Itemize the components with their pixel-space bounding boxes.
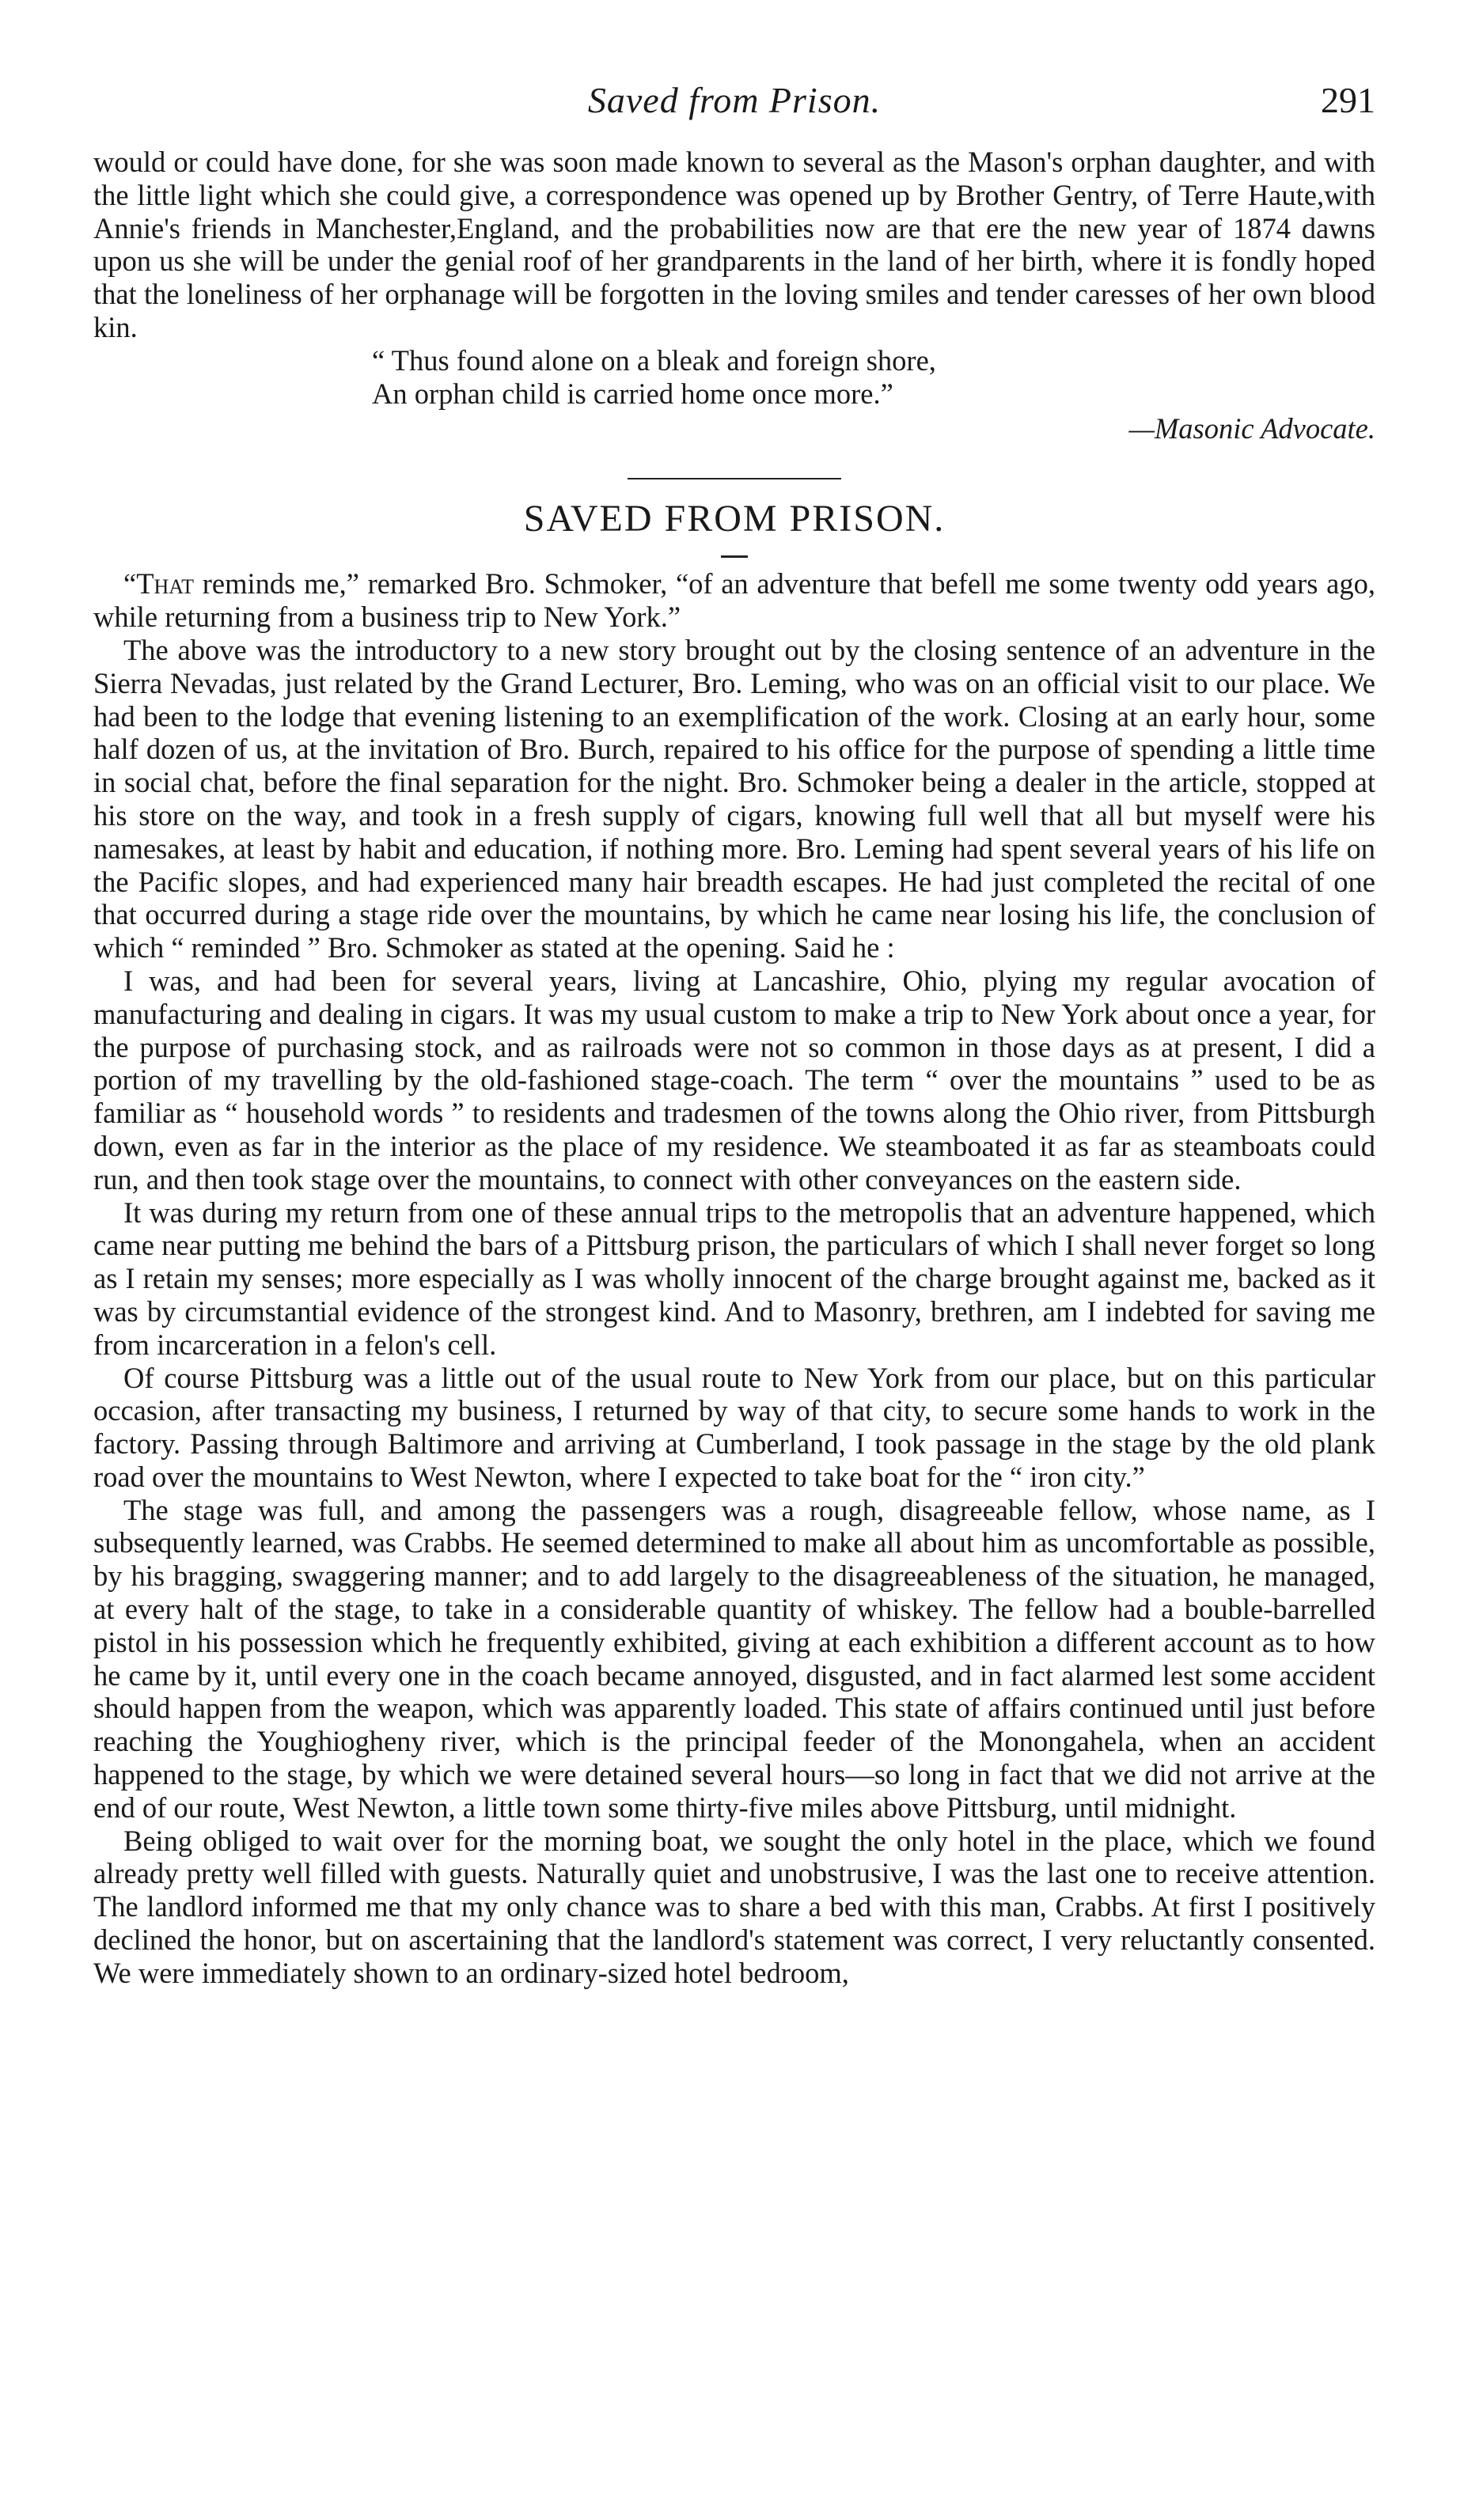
verse-couplet <box>372 344 1375 411</box>
previous-article-paragraph: would or could have done, for she was soon made known to several as the Mason's orphan daughter, and with the little light which she could give, a correspondence was opened up by Brother Gentry, of Terre Haute,with Annie's friends in Manchester,England, and the probabilities now are that ere the new year of 1874 dawns upon us she will be under the genial roof of her grandparents in the land of her birth, where it is fondly hoped that the loneliness of her orphanage will be forgotten in the loving smiles and tender caresses of her own blood kin. <box>93 146 1375 343</box>
article-paragraph-5: Of course Pittsburg was a little out of the usual route to New York from our place, but on this particular occasion, after transacting my business, I returned by way of that city, to secure some hands to work in the factory. Passing through Baltimore and arriving at Cumberland, I took passage in the stage by the old plank road over the mountains to West Newton, where I expected to take boat for the “ iron city.” <box>93 1361 1375 1493</box>
page-number: 291 <box>1321 80 1375 120</box>
verse-line-1: “ Thus found alone on a bleak and foreign shore, <box>372 343 936 377</box>
book-page <box>93 79 1375 1990</box>
article-paragraph-4: It was during my return from one of these annual trips to the metropolis that an adventure happened, which came near putting me behind the bars of a Pittsburg prison, the particulars of which I shall never forget so long as I retain my senses; more especially as I was wholly innocent of the charge brought against me, backed as it was by circumstantial evidence of the strongest kind. And to Masonry, brethren, am I indebted for saving me from incarceration in a felon's cell. <box>93 1196 1375 1361</box>
verse-line-2: An orphan child is carried home once more.” <box>372 377 893 410</box>
running-head <box>93 79 1375 146</box>
running-title: Saved from Prison. <box>587 80 882 120</box>
attribution: —Masonic Advocate. <box>1128 412 1375 445</box>
paragraph-1-text: reminds me,” remarked Bro. Schmoker, “of an adventure that befell me some twenty odd years ago, while returning from a business trip to New York.” <box>93 567 1375 634</box>
article-paragraph-2: The above was the introductory to a new story brought out by the closing sentence of an adventure in the Sierra Nevadas, just related by the Grand Lecturer, Bro. Leming, who was on an official visit to our place. We had been to the lodge that evening listening to an exemplification of the work. Closing at an early hour, some half dozen of us, at the invitation of Bro. Burch, repaired to his office for the purpose of spending a little time in social chat, before the final separation for the night. Bro. Schmoker being a dealer in the article, stopped at his store on the way, and took in a fresh supply of cigars, knowing full well that all but myself were his namesakes, at least by habit and education, if nothing more. Bro. Leming had spent several years of his life on the Pacific slopes, and had experienced many hair breadth escapes. He had just completed the recital of one that occurred during a stage ride over the mountains, by which he came near losing his life, the conclusion of which “ reminded ” Bro. Schmoker as stated at the opening. Said he : <box>93 633 1375 964</box>
article-paragraph-7: Being obliged to wait over for the morning boat, we sought the only hotel in the place, which we found already pretty well filled with guests. Naturally quiet and unobstrusive, I was the last one to receive attention. The landlord informed me that my only chance was to share a bed with this man, Crabbs. At first I positively declined the honor, but on ascertaining that the landlord's statement was correct, I very reluctantly consented. We were immediately shown to an ordinary-sized hotel bedroom, <box>93 1824 1375 1989</box>
section-divider-rule <box>628 478 841 479</box>
article-paragraph-6: The stage was full, and among the passengers was a rough, disagreeable fellow, whose name, as I subsequently learned, was Crabbs. He seemed determined to make all about him as uncomfortable as possible, by his bragging, swaggering manner; and to add largely to the disagreeableness of the situation, he managed, at every halt of the stage, to take in a considerable quantity of whiskey. The fellow had a bouble-barrelled pistol in his possession which he frequently exhibited, giving at each exhibition a different account as to how he came by it, until every one in the coach became annoyed, disgusted, and in fact alarmed lest some accident should happen from the weapon, which was apparently loaded. This state of affairs continued until just before reaching the Youghiogheny river, which is the principal feeder of the Monongahela, when an accident happened to the stage, by which we were detained several hours—so long in fact that we did not arrive at the end of our route, West Newton, a little town some thirty-five miles above Pittsburg, until midnight. <box>93 1493 1375 1824</box>
article-title: SAVED FROM PRISON. <box>523 498 946 540</box>
article-paragraph-1 <box>93 567 1375 634</box>
title-underline-rule <box>721 555 748 558</box>
opening-word: “That <box>123 567 195 601</box>
article-paragraph-3: I was, and had been for several years, living at Lancashire, Ohio, plying my regular avocation of manufacturing and dealing in cigars. It was my usual custom to make a trip to New York about once a year, for the purpose of purchasing stock, and as railroads were not so common in those days as at present, I did a portion of my travelling by the old-fashioned stage-coach. The term “ over the mountains ” used to be as familiar as “ household words ” to residents and tradesmen of the towns along the Ohio river, from Pittsburgh down, even as far in the interior as the place of my residence. We steamboated it as far as steamboats could run, and then took stage over the mountains, to connect with other conveyances on the eastern side. <box>93 964 1375 1196</box>
